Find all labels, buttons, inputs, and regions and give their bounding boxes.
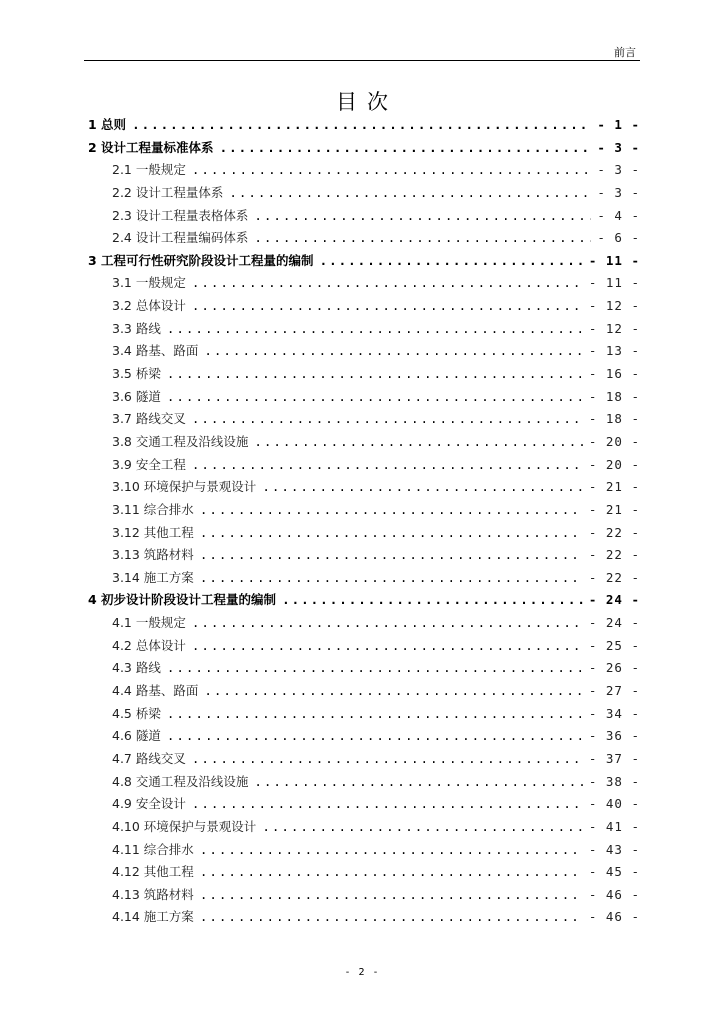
- toc-entry[interactable]: [88, 816, 640, 839]
- toc-entry[interactable]: [88, 612, 640, 635]
- toc-entry-title: 3.8 交通工程及沿线设施: [112, 433, 249, 449]
- dot-leader: [132, 114, 591, 137]
- dot-leader: [229, 182, 591, 205]
- toc-entry-page: - 1 -: [597, 117, 640, 132]
- dot-leader: [192, 454, 583, 477]
- toc-entry-page: - 12 -: [588, 298, 640, 314]
- dot-leader: [204, 340, 582, 363]
- toc-entry[interactable]: [88, 454, 640, 477]
- page-number: - 2 -: [344, 967, 380, 978]
- toc-entry-page: - 22 -: [588, 524, 640, 540]
- toc-entry[interactable]: [88, 635, 640, 658]
- toc-entry[interactable]: [88, 340, 640, 363]
- toc-entry-page: - 13 -: [588, 343, 640, 359]
- dot-leader: [200, 839, 583, 862]
- dot-leader: [200, 544, 583, 567]
- toc-entry-page: - 18 -: [588, 411, 640, 427]
- dot-leader: [254, 227, 591, 250]
- toc-entry-page: - 3 -: [597, 139, 640, 155]
- dot-leader: [192, 159, 592, 182]
- dot-leader: [167, 386, 583, 409]
- dot-leader: [167, 657, 583, 680]
- toc-entry-page: - 12 -: [588, 320, 640, 336]
- dot-leader: [192, 612, 583, 635]
- toc-entry[interactable]: [88, 884, 640, 907]
- toc-entry-page: - 38 -: [588, 773, 640, 789]
- toc-entry-title: 2.3 设计工程量表格体系: [112, 207, 249, 223]
- toc-entry-title: 2.2 设计工程量体系: [112, 184, 224, 200]
- toc-entry[interactable]: [88, 386, 640, 409]
- dot-leader: [167, 318, 583, 341]
- toc-entry[interactable]: [88, 499, 640, 522]
- toc-entry-title: 4.5 桥梁: [112, 705, 161, 721]
- toc-entry[interactable]: [88, 725, 640, 748]
- dot-leader: [192, 748, 583, 771]
- dot-leader: [254, 431, 582, 454]
- dot-leader: [167, 703, 583, 726]
- toc-entry-page: - 11 -: [588, 275, 640, 291]
- dot-leader: [192, 295, 583, 318]
- toc-entry-title: 3.13 筑路材料: [112, 547, 194, 563]
- toc-entry-title: 4 初步设计阶段设计工程量的编制: [88, 592, 277, 608]
- dot-leader: [200, 522, 583, 545]
- toc-entry[interactable]: [88, 589, 640, 612]
- toc-entry-page: - 11 -: [588, 252, 640, 268]
- toc-entry-page: - 6 -: [597, 230, 640, 246]
- toc-entry-page: - 41 -: [588, 818, 640, 834]
- toc-entry-title: 3.4 路基、路面: [112, 343, 199, 359]
- toc-entry-title: 2.1 一般规定: [112, 162, 186, 178]
- toc-entry[interactable]: [88, 861, 640, 884]
- toc-entry-title: 4.13 筑路材料: [112, 886, 194, 902]
- toc-entry-page: - 16 -: [588, 366, 640, 382]
- toc-entry[interactable]: [88, 906, 640, 929]
- header-divider: [84, 60, 640, 61]
- dot-leader: [192, 272, 583, 295]
- toc-entry[interactable]: [88, 771, 640, 794]
- dot-leader: [167, 725, 583, 748]
- toc-entry[interactable]: [88, 114, 640, 137]
- dot-leader: [192, 408, 583, 431]
- dot-leader: [200, 861, 583, 884]
- toc-entry-page: - 34 -: [588, 705, 640, 721]
- toc-entry-page: - 26 -: [588, 660, 640, 676]
- toc-entry-page: - 18 -: [588, 388, 640, 404]
- toc-entry[interactable]: [88, 250, 640, 273]
- dot-leader: [200, 567, 583, 590]
- toc-entry[interactable]: [88, 839, 640, 862]
- dot-leader: [200, 906, 583, 929]
- toc-entry-page: - 21 -: [588, 479, 640, 495]
- toc-entry-page: - 21 -: [588, 501, 640, 517]
- toc-entry-page: - 25 -: [588, 637, 640, 653]
- toc-entry[interactable]: [88, 476, 640, 499]
- toc-entry-page: - 27 -: [588, 683, 640, 699]
- toc-entry[interactable]: [88, 295, 640, 318]
- toc-entry[interactable]: [88, 363, 640, 386]
- toc-entry-title: 3.5 桥梁: [112, 366, 161, 382]
- toc-entry[interactable]: [88, 272, 640, 295]
- toc-entry-title: 3.11 综合排水: [112, 501, 194, 517]
- toc-entry-title: 4.6 隧道: [112, 728, 161, 744]
- toc-entry[interactable]: [88, 227, 640, 250]
- toc-entry[interactable]: [88, 137, 640, 160]
- toc-entry-title: 3.2 总体设计: [112, 298, 186, 314]
- toc-entry-page: - 24 -: [588, 592, 640, 608]
- dot-leader: [200, 884, 583, 907]
- toc-entry-page: - 20 -: [588, 433, 640, 449]
- toc-entry-title: 3.10 环境保护与景观设计: [112, 479, 257, 495]
- toc-entry-title: 4.9 安全设计: [112, 796, 186, 812]
- toc-entry-title: 4.8 交通工程及沿线设施: [112, 773, 249, 789]
- toc-entry-title: 4.7 路线交叉: [112, 750, 186, 766]
- toc-entry-page: - 45 -: [588, 864, 640, 880]
- toc-entry-title: 3.3 路线: [112, 320, 161, 336]
- dot-leader: [192, 635, 583, 658]
- dot-leader: [262, 476, 583, 499]
- dot-leader: [200, 499, 583, 522]
- toc-entry[interactable]: [88, 318, 640, 341]
- toc-entry-title: 3.1 一般规定: [112, 275, 186, 291]
- dot-leader: [167, 363, 583, 386]
- toc-entry-page: - 3 -: [597, 162, 640, 178]
- toc-entry[interactable]: [88, 522, 640, 545]
- toc-entry-title: 3.9 安全工程: [112, 456, 186, 472]
- toc-entry-page: - 36 -: [588, 728, 640, 744]
- toc-entry-page: - 46 -: [588, 909, 640, 925]
- toc-entry-page: - 24 -: [588, 615, 640, 631]
- toc-entry-title: 4.11 综合排水: [112, 841, 194, 857]
- toc-entry[interactable]: [88, 159, 640, 182]
- toc-entry-title: 3.7 路线交叉: [112, 411, 186, 427]
- toc-entry-page: - 4 -: [597, 207, 640, 223]
- dot-leader: [320, 250, 583, 273]
- toc-entry[interactable]: [88, 544, 640, 567]
- toc-entry-page: - 43 -: [588, 841, 640, 857]
- dot-leader: [282, 589, 583, 612]
- toc-entry-title: 3.6 隧道: [112, 388, 161, 404]
- toc-entry[interactable]: [88, 205, 640, 228]
- toc-entry-title: 4.4 路基、路面: [112, 683, 199, 699]
- toc-entry-title: 1 总则: [88, 117, 127, 132]
- toc-entry-page: - 22 -: [588, 547, 640, 563]
- toc-entry[interactable]: [88, 793, 640, 816]
- toc-list: [88, 114, 640, 929]
- toc-entry[interactable]: [88, 408, 640, 431]
- running-header: 前言: [614, 46, 636, 59]
- toc-entry-title: 2.4 设计工程量编码体系: [112, 230, 249, 246]
- toc-title: 目次: [336, 90, 398, 114]
- toc-entry-title: 3.12 其他工程: [112, 524, 194, 540]
- toc-entry[interactable]: [88, 567, 640, 590]
- toc-entry-page: - 3 -: [597, 184, 640, 200]
- toc-entry[interactable]: [88, 748, 640, 771]
- toc-entry-title: 4.1 一般规定: [112, 615, 186, 631]
- dot-leader: [254, 205, 591, 228]
- toc-entry-page: - 46 -: [588, 886, 640, 902]
- toc-entry-title: 4.14 施工方案: [112, 909, 194, 925]
- toc-entry-page: - 20 -: [588, 456, 640, 472]
- toc-entry[interactable]: [88, 703, 640, 726]
- toc-entry-page: - 37 -: [588, 750, 640, 766]
- toc-entry[interactable]: [88, 431, 640, 454]
- toc-entry-page: - 22 -: [588, 569, 640, 585]
- toc-entry-title: 4.10 环境保护与景观设计: [112, 818, 257, 834]
- toc-entry[interactable]: [88, 657, 640, 680]
- toc-entry-title: 3.14 施工方案: [112, 569, 194, 585]
- toc-entry-title: 3 工程可行性研究阶段设计工程量的编制: [88, 252, 314, 268]
- dot-leader: [192, 793, 583, 816]
- toc-entry-title: 4.2 总体设计: [112, 637, 186, 653]
- toc-entry-title: 4.3 路线: [112, 660, 161, 676]
- dot-leader: [204, 680, 582, 703]
- dot-leader: [254, 771, 582, 794]
- toc-entry[interactable]: [88, 182, 640, 205]
- toc-entry-page: - 40 -: [588, 796, 640, 812]
- toc-entry[interactable]: [88, 680, 640, 703]
- dot-leader: [220, 137, 592, 160]
- toc-entry-title: 4.12 其他工程: [112, 864, 194, 880]
- toc-entry-title: 2 设计工程量标准体系: [88, 139, 214, 155]
- dot-leader: [262, 816, 583, 839]
